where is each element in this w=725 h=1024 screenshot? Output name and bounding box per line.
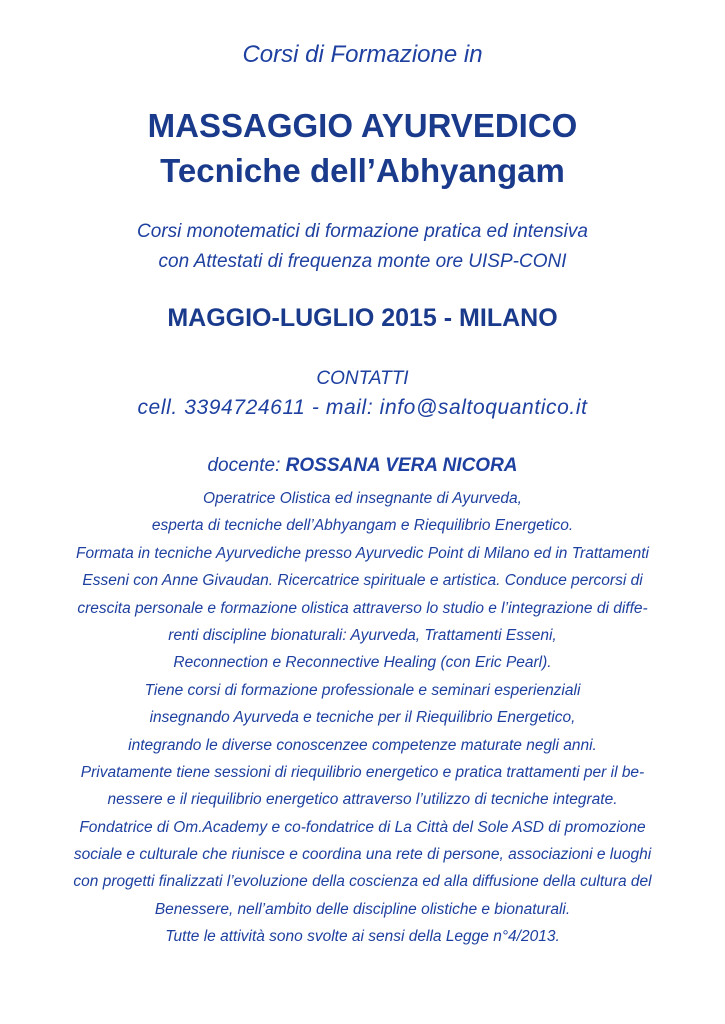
bio-line: renti discipline bionaturali: Ayurveda, Trattamenti Esseni,	[168, 626, 557, 644]
course-description-line-2: con Attestati di frequenza monte ore UISP-CONI	[158, 251, 567, 272]
teacher-line	[0, 452, 725, 480]
bio-line: nessere e il riequilibrio energetico attraverso l’utilizzo di tecniche integrate.	[107, 791, 618, 809]
contacts-details: cell. 3394724611 - mail: info@saltoquantico.it	[137, 396, 588, 419]
bio-line: Esseni con Anne Givaudan. Ricercatrice spirituale e artistica. Conduce percorsi di	[82, 572, 643, 590]
contacts-label: CONTATTI	[316, 368, 409, 389]
bio-line: Tiene corsi di formazione professionale e seminari esperienziali	[144, 681, 581, 699]
bio-line: Operatrice Olistica ed insegnante di Ayurveda,	[203, 490, 522, 507]
bio-line: Privatamente tiene sessioni di riequilibrio energetico e pratica trattamenti per il be-	[80, 763, 645, 781]
bio-line: Reconnection e Reconnective Healing (con Eric Pearl).	[173, 654, 552, 672]
bio-line: Formata in tecniche Ayurvediche presso Ayurvedic Point di Milano ed in Trattamenti	[76, 544, 649, 562]
teacher-name: ROSSANA VERA NICORA	[285, 455, 518, 476]
course-title: MASSAGGIO AYURVEDICO	[147, 107, 578, 144]
teacher-label: docente:	[207, 455, 286, 476]
bio-line: esperta di tecniche dell’Abhyangam e Riequilibrio Energetico.	[151, 517, 574, 535]
course-description-line-1: Corsi monotematici di formazione pratica ed intensiva	[137, 221, 588, 242]
course-series-heading: Corsi di Formazione in	[242, 41, 483, 68]
bio-line: Fondatrice di Om.Academy e co-fondatrice di La Città del Sole ASD di promozione	[79, 818, 646, 836]
course-dates-location: MAGGIO-LUGLIO 2015 - MILANO	[167, 304, 558, 332]
bio-line: sociale e culturale che riunisce e coordina una rete di persone, associazioni e luoghi	[73, 846, 652, 864]
bio-line: integrando le diverse conoscenzee competenze maturate negli anni.	[128, 736, 597, 754]
bio-line: insegnando Ayurveda e tecniche per il Riequilibrio Energetico,	[149, 709, 576, 727]
course-subtitle-title: Tecniche dell’Abhyangam	[160, 152, 565, 189]
bio-line: crescita personale e formazione olistica attraverso lo studio e l’integrazione di diffe-	[77, 599, 648, 617]
bio-line: Benessere, nell’ambito delle discipline olistiche e bionaturali.	[154, 900, 571, 918]
teacher-bio	[30, 485, 695, 951]
bio-line: con progetti finalizzati l’evoluzione della coscienza ed alla diffusione della cultura del	[73, 873, 652, 891]
bio-line: Tutte le attività sono svolte ai sensi della Legge n°4/2013.	[165, 928, 560, 946]
